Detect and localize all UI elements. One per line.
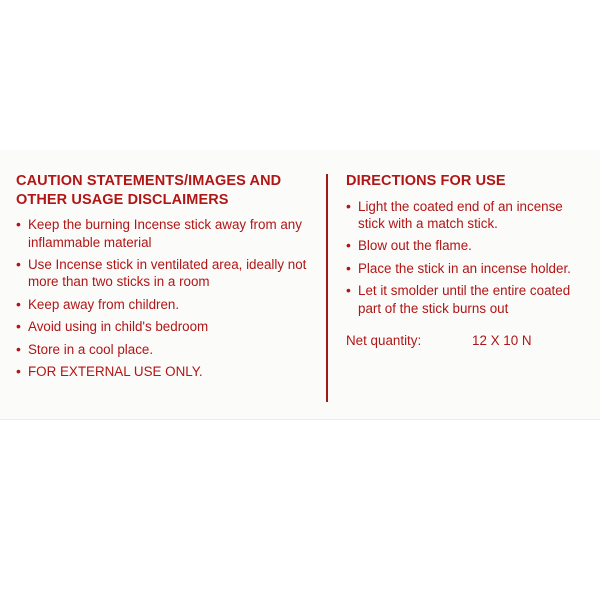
directions-heading: DIRECTIONS FOR USE <box>346 173 506 189</box>
list-item: • Keep the burning Incense stick away from any inflammable material <box>16 216 310 251</box>
caution-column <box>16 172 326 408</box>
label-content <box>0 150 600 420</box>
net-quantity-value: 12 X 10 N <box>472 333 532 349</box>
list-item: • Blow out the flame. <box>346 237 584 254</box>
net-quantity-label: Net quantity: <box>346 333 422 349</box>
net-quantity-row <box>346 333 584 348</box>
caution-heading: CAUTION STATEMENTS/IMAGES AND OTHER USAGE DISCLAIMERS <box>16 173 282 208</box>
list-item: • Avoid using in child's bedroom <box>16 318 310 335</box>
label-bottom-edge <box>0 419 600 420</box>
product-label-card <box>0 150 600 420</box>
directions-list <box>346 198 584 318</box>
list-item: • Place the stick in an incense holder. <box>346 260 584 277</box>
list-item: • Let it smolder until the entire coated part of the stick burns out <box>346 282 584 317</box>
caution-list <box>16 216 310 380</box>
directions-column <box>328 172 584 408</box>
list-item: • Use Incense stick in ventilated area, ideally not more than two sticks in a room <box>16 256 310 291</box>
list-item: • Light the coated end of an incense stick with a match stick. <box>346 198 584 233</box>
list-item: • Keep away from children. <box>16 296 310 313</box>
list-item: • FOR EXTERNAL USE ONLY. <box>16 363 310 380</box>
list-item: • Store in a cool place. <box>16 341 310 358</box>
